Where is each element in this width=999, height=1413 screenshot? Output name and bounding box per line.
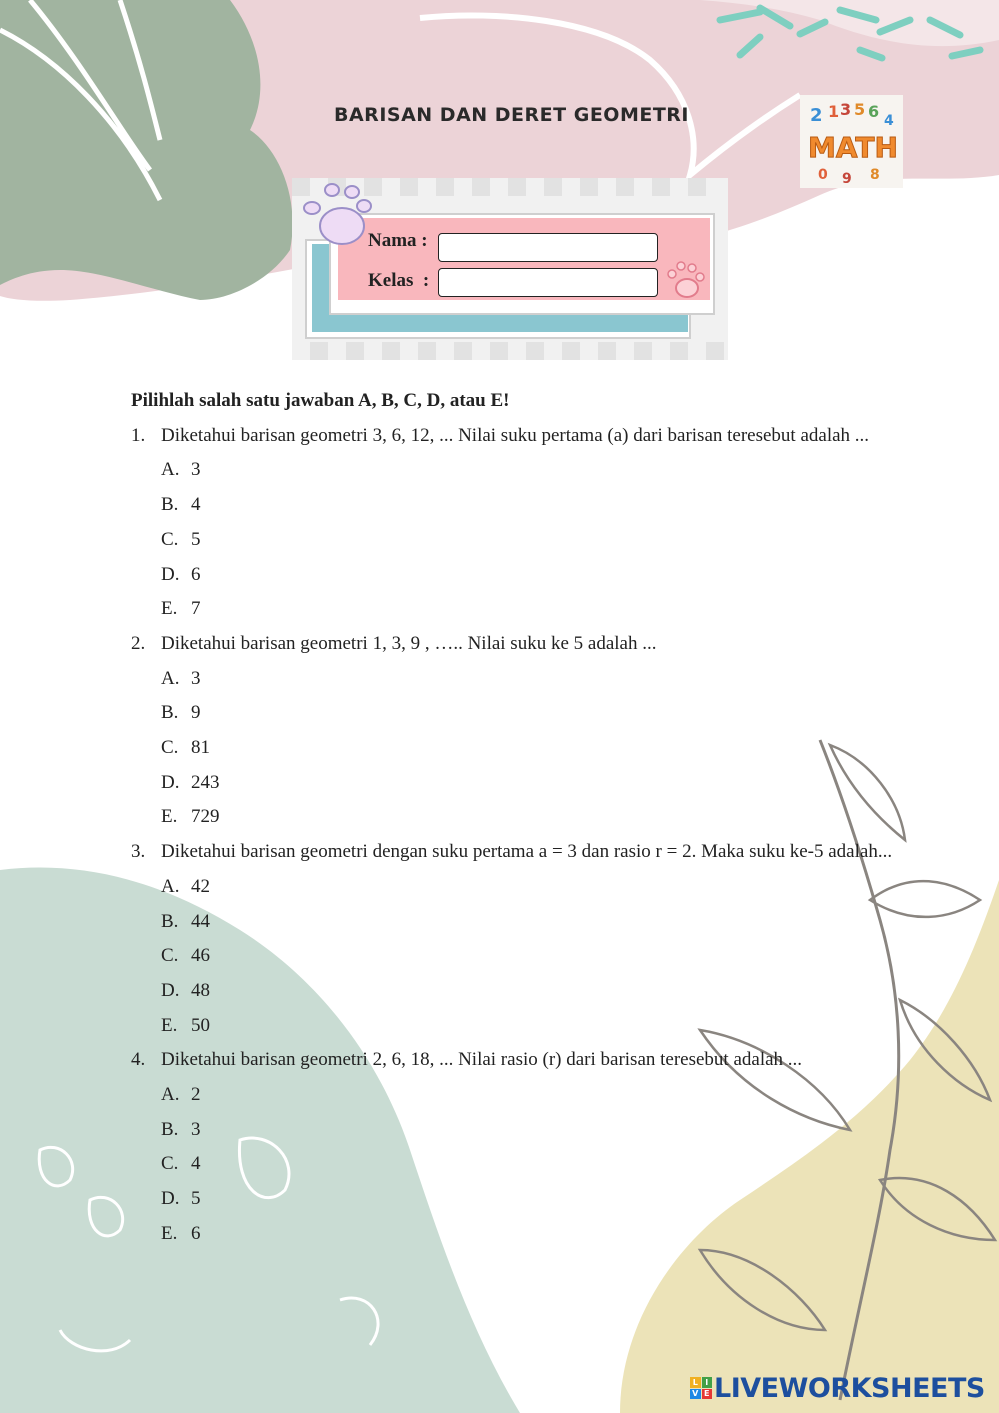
- option-letter: C.: [161, 737, 179, 759]
- answer-option[interactable]: [161, 1182, 906, 1217]
- svg-text:2: 2: [810, 105, 823, 126]
- option-letter: E.: [161, 806, 178, 828]
- option-value: 4: [191, 1153, 201, 1175]
- option-letter: D.: [161, 1188, 180, 1210]
- name-label: Nama :: [368, 230, 428, 251]
- svg-text:6: 6: [868, 102, 880, 121]
- answer-option[interactable]: [161, 523, 906, 558]
- option-letter: E.: [161, 1014, 178, 1036]
- option-letter: B.: [161, 1118, 179, 1140]
- question-number: 3.: [131, 841, 146, 863]
- question-number: 4.: [131, 1049, 146, 1071]
- answer-option[interactable]: [161, 453, 906, 488]
- question-number: 2.: [131, 632, 146, 654]
- instruction: Pilihlah salah satu jawaban A, B, C, D, atau E!: [131, 390, 510, 411]
- question-text: Diketahui barisan geometri 2, 6, 18, ... Nilai rasio (r) dari barisan teresebut adalah ...: [161, 1049, 803, 1071]
- option-letter: D.: [161, 563, 180, 585]
- option-value: 243: [191, 771, 220, 793]
- answer-option[interactable]: [161, 1113, 906, 1148]
- question-4: [131, 1043, 906, 1078]
- question-1: [131, 419, 906, 454]
- option-letter: C.: [161, 528, 179, 550]
- option-letter: E.: [161, 1222, 178, 1244]
- answer-option[interactable]: [161, 558, 906, 593]
- option-value: 81: [191, 737, 210, 759]
- svg-text:0: 0: [818, 167, 828, 183]
- option-value: 48: [191, 979, 210, 1001]
- option-letter: B.: [161, 702, 179, 724]
- answer-option[interactable]: [161, 731, 906, 766]
- option-letter: E.: [161, 598, 178, 620]
- option-value: 46: [191, 945, 210, 967]
- question-2: [131, 627, 906, 662]
- worksheet-title: BARISAN DAN DERET GEOMETRI: [334, 104, 689, 126]
- identity-card: [292, 178, 728, 360]
- question-3: [131, 835, 906, 870]
- liveworksheets-text: LIVEWORKSHEETS: [714, 1372, 985, 1404]
- option-value: 42: [191, 875, 210, 897]
- option-value: 3: [191, 1118, 201, 1140]
- option-letter: B.: [161, 494, 179, 516]
- option-value: 44: [191, 910, 210, 932]
- option-letter: B.: [161, 910, 179, 932]
- liveworksheets-watermark: [690, 1372, 985, 1404]
- option-letter: C.: [161, 1153, 179, 1175]
- option-value: 9: [191, 702, 201, 724]
- answer-option[interactable]: [161, 1147, 906, 1182]
- option-value: 5: [191, 528, 201, 550]
- option-value: 50: [191, 1014, 210, 1036]
- option-letter: D.: [161, 771, 180, 793]
- option-value: 729: [191, 806, 220, 828]
- option-value: 3: [191, 667, 201, 689]
- answer-option[interactable]: [161, 592, 906, 627]
- svg-text:1: 1: [828, 102, 840, 121]
- math-logo: [800, 95, 903, 188]
- answer-option[interactable]: [161, 488, 906, 523]
- option-letter: C.: [161, 945, 179, 967]
- question-text: Diketahui barisan geometri 1, 3, 9 , ….. Nilai suku ke 5 adalah ...: [161, 632, 657, 654]
- option-value: 2: [191, 1084, 201, 1106]
- question-number: 1.: [131, 424, 146, 446]
- answer-option[interactable]: [161, 766, 906, 801]
- answer-option[interactable]: [161, 662, 906, 697]
- option-value: 3: [191, 459, 201, 481]
- answer-option[interactable]: [161, 696, 906, 731]
- questions-container: [131, 419, 906, 1252]
- svg-text:4: 4: [884, 113, 894, 129]
- question-list: [131, 384, 906, 1252]
- option-letter: A.: [161, 875, 180, 897]
- option-letter: A.: [161, 667, 180, 689]
- question-text: Diketahui barisan geometri dengan suku pertama a = 3 dan rasio r = 2. Maka suku ke-5 adalah...: [161, 841, 893, 863]
- option-value: 6: [191, 1222, 201, 1244]
- answer-option[interactable]: [161, 800, 906, 835]
- option-letter: D.: [161, 979, 180, 1001]
- answer-option[interactable]: [161, 1009, 906, 1044]
- svg-text:9: 9: [842, 171, 852, 187]
- option-value: 6: [191, 563, 201, 585]
- class-input[interactable]: [438, 268, 658, 297]
- math-logo-text: MATH: [808, 131, 898, 164]
- option-value: 7: [191, 598, 201, 620]
- svg-text:8: 8: [870, 167, 880, 183]
- svg-text:5: 5: [854, 100, 866, 119]
- answer-option[interactable]: [161, 939, 906, 974]
- option-letter: A.: [161, 1084, 180, 1106]
- svg-text:3: 3: [840, 100, 852, 119]
- option-letter: A.: [161, 459, 180, 481]
- answer-option[interactable]: [161, 870, 906, 905]
- name-input[interactable]: [438, 233, 658, 262]
- answer-option[interactable]: [161, 1078, 906, 1113]
- class-label: Kelas :: [368, 270, 430, 291]
- option-value: 4: [191, 494, 201, 516]
- option-value: 5: [191, 1188, 201, 1210]
- answer-option[interactable]: [161, 974, 906, 1009]
- question-text: Diketahui barisan geometri 3, 6, 12, ... Nilai suku pertama (a) dari barisan teresebut adalah ...: [161, 424, 870, 446]
- liveworksheets-logo-icon: L I V E: [690, 1377, 712, 1399]
- answer-option[interactable]: [161, 1217, 906, 1252]
- answer-option[interactable]: [161, 905, 906, 940]
